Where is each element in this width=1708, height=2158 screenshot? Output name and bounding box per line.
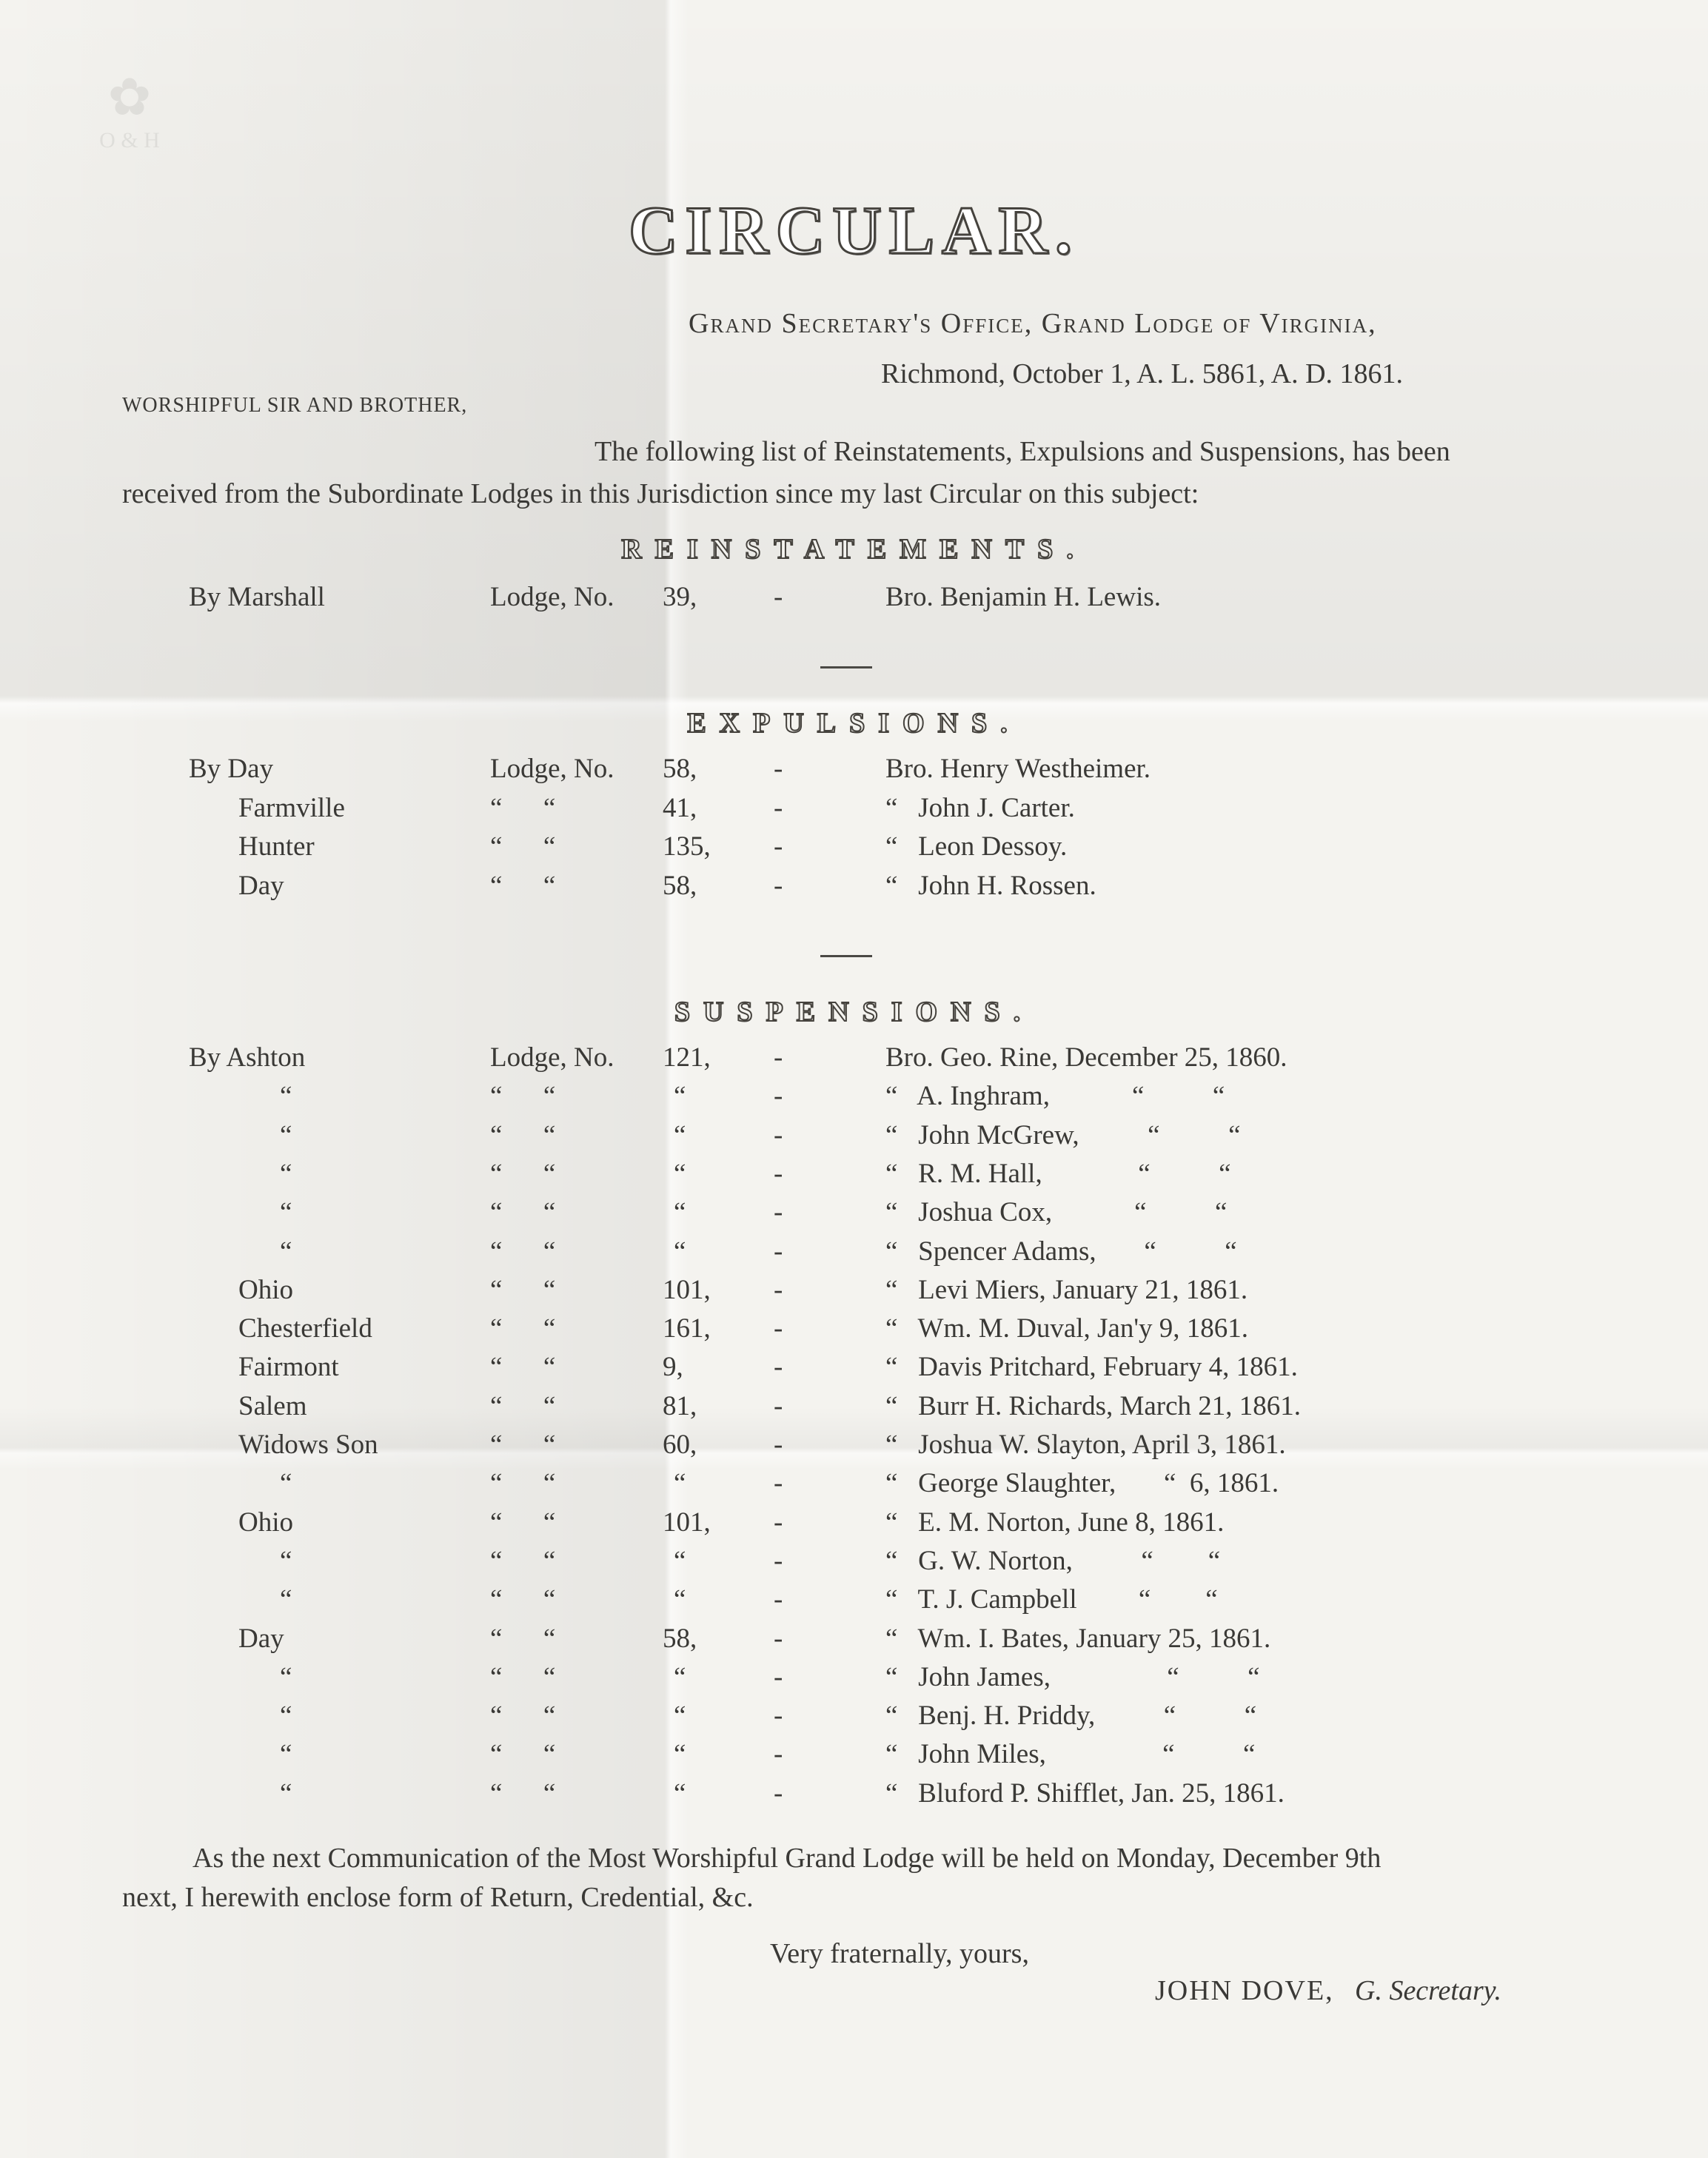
member-name: Bro. Geo. Rine, December 25, 1860. — [885, 1042, 1287, 1073]
dash: - — [774, 1584, 783, 1615]
lodge-number: 135, — [663, 831, 711, 862]
lodge-number: “ — [674, 1197, 686, 1228]
lodge-name: “ — [280, 1119, 292, 1150]
dash: - — [774, 1158, 783, 1189]
member-name: “ John J. Carter. — [885, 792, 1075, 823]
lodge-number: “ — [674, 1545, 686, 1576]
lodge-label: Lodge, No. — [490, 1042, 614, 1073]
dash: - — [774, 870, 783, 901]
member-name: “ Benj. H. Priddy, “ “ — [885, 1700, 1257, 1732]
member-name: “ Burr H. Richards, March 21, 1861. — [885, 1390, 1302, 1421]
lodge-label: “ “ — [490, 1119, 556, 1150]
lodge-name: Ohio — [238, 1507, 293, 1538]
member-name: “ George Slaughter, “ 6, 1861. — [885, 1468, 1279, 1499]
lodge-name: Salem — [238, 1390, 307, 1421]
intro-line-2: received from the Subordinate Lodges in this Jurisdiction since my last Circular on this subject: — [122, 478, 1199, 509]
signature-title: G. Secretary. — [1355, 1975, 1502, 2006]
lodge-label: “ “ — [490, 1274, 556, 1305]
lodge-number: 81, — [663, 1390, 697, 1421]
dash: - — [774, 1390, 783, 1421]
lodge-name: Widows Son — [238, 1430, 378, 1460]
member-name: “ Joshua W. Slayton, April 3, 1861. — [885, 1430, 1286, 1460]
dash: - — [774, 1545, 783, 1576]
lodge-number: “ — [674, 1661, 686, 1692]
member-name: Bro. Henry Westheimer. — [885, 754, 1151, 784]
lodge-number: 58, — [663, 870, 697, 901]
lodge-label: “ “ — [490, 831, 556, 862]
dash: - — [774, 1700, 783, 1732]
dash: - — [774, 1777, 783, 1809]
member-name: “ T. J. Campbell “ “ — [885, 1584, 1218, 1615]
section-divider — [820, 666, 872, 668]
salutation: WORSHIPFUL SIR AND BROTHER, — [122, 394, 468, 417]
lodge-name: “ — [280, 1081, 292, 1112]
member-name: “ Wm. I. Bates, January 25, 1861. — [885, 1623, 1271, 1654]
date-line: Richmond, October 1, A. L. 5861, A. D. 1861. — [881, 358, 1404, 389]
intro-line-1: The following list of Reinstatements, Expulsions and Suspensions, has been — [595, 436, 1450, 467]
dash: - — [774, 1274, 783, 1305]
lodge-number: “ — [674, 1739, 686, 1770]
lodge-number: 161, — [663, 1313, 711, 1344]
document-title: CIRCULAR. — [629, 192, 1079, 268]
member-name: “ Leon Dessoy. — [885, 831, 1068, 862]
lodge-number: 9, — [663, 1352, 683, 1383]
dash: - — [774, 831, 783, 862]
lodge-number: 39, — [663, 582, 697, 612]
member-name: “ E. M. Norton, June 8, 1861. — [885, 1507, 1225, 1538]
lodge-name: Fairmont — [238, 1352, 339, 1383]
member-name: “ Bluford P. Shifflet, Jan. 25, 1861. — [885, 1777, 1285, 1809]
lodge-name: “ — [280, 1545, 292, 1576]
lodge-label: “ “ — [490, 1661, 556, 1692]
lodge-number: “ — [674, 1081, 686, 1112]
dash: - — [774, 1042, 783, 1073]
lodge-name: Day — [238, 1623, 284, 1654]
lodge-label: “ “ — [490, 1236, 556, 1267]
lodge-label: “ “ — [490, 1081, 556, 1112]
lodge-label: “ “ — [490, 792, 556, 823]
member-name: “ John James, “ “ — [885, 1661, 1260, 1692]
member-name: “ John McGrew, “ “ — [885, 1119, 1241, 1150]
member-name: Bro. Benjamin H. Lewis. — [885, 582, 1162, 612]
expulsions-heading: EXPULSIONS. — [687, 708, 1021, 739]
lodge-name: “ — [280, 1739, 292, 1770]
section-divider — [820, 955, 872, 957]
lodge-name: Farmville — [238, 792, 345, 823]
lodge-label: “ “ — [490, 1777, 556, 1809]
lodge-label: “ “ — [490, 1545, 556, 1576]
lodge-label: “ “ — [490, 1430, 556, 1460]
lodge-name: “ — [280, 1661, 292, 1692]
lodge-name: “ — [280, 1777, 292, 1809]
dash: - — [774, 754, 783, 784]
dash: - — [774, 1468, 783, 1499]
lodge-label: “ “ — [490, 1584, 556, 1615]
lodge-number: “ — [674, 1236, 686, 1267]
member-name: “ G. W. Norton, “ “ — [885, 1545, 1221, 1576]
lodge-name: “ — [280, 1700, 292, 1732]
lodge-name: Hunter — [238, 831, 315, 862]
dash: - — [774, 1430, 783, 1460]
lodge-name: “ — [280, 1236, 292, 1267]
member-name: “ Spencer Adams, “ “ — [885, 1236, 1237, 1267]
lodge-label: “ “ — [490, 1739, 556, 1770]
lodge-name: “ — [280, 1468, 292, 1499]
lodge-number: “ — [674, 1158, 686, 1189]
reinstatements-heading: REINSTATEMENTS. — [621, 534, 1087, 565]
lodge-number: 41, — [663, 792, 697, 823]
dash: - — [774, 1119, 783, 1150]
member-name: “ R. M. Hall, “ “ — [885, 1158, 1231, 1189]
lodge-label: “ “ — [490, 1468, 556, 1499]
embossed-seal: ✿ O & H — [99, 70, 160, 153]
member-name: “ Levi Miers, January 21, 1861. — [885, 1274, 1248, 1305]
lodge-label: “ “ — [490, 1313, 556, 1344]
member-name: “ A. Inghram, “ “ — [885, 1081, 1225, 1112]
lodge-label: “ “ — [490, 1623, 556, 1654]
lodge-name: “ — [280, 1158, 292, 1189]
lodge-name: By Day — [189, 754, 274, 784]
lodge-number: 58, — [663, 754, 697, 784]
dash: - — [774, 1313, 783, 1344]
lodge-number: 101, — [663, 1507, 711, 1538]
lodge-name: Ohio — [238, 1274, 293, 1305]
dash: - — [774, 1739, 783, 1770]
member-name: “ Joshua Cox, “ “ — [885, 1197, 1228, 1228]
lodge-number: “ — [674, 1468, 686, 1499]
dash: - — [774, 1623, 783, 1654]
lodge-label: “ “ — [490, 1158, 556, 1189]
lodge-number: “ — [674, 1119, 686, 1150]
lodge-name: By Marshall — [189, 582, 325, 612]
lodge-label: “ “ — [490, 1352, 556, 1383]
dash: - — [774, 1661, 783, 1692]
lodge-label: “ “ — [490, 1197, 556, 1228]
lodge-label: “ “ — [490, 1390, 556, 1421]
dash: - — [774, 1507, 783, 1538]
lodge-name: Day — [238, 870, 284, 901]
closing-line-1: As the next Communication of the Most Worshipful Grand Lodge will be held on Monday, December 9th — [192, 1843, 1382, 1874]
lodge-name: By Ashton — [189, 1042, 306, 1073]
lodge-name: Chesterfield — [238, 1313, 372, 1344]
lodge-name: “ — [280, 1197, 292, 1228]
lodge-label: “ “ — [490, 1700, 556, 1732]
member-name: “ Davis Pritchard, February 4, 1861. — [885, 1352, 1298, 1383]
lodge-number: “ — [674, 1584, 686, 1615]
signature: JOHN DOVE, — [1155, 1975, 1334, 2006]
member-name: “ John Miles, “ “ — [885, 1739, 1256, 1770]
lodge-number: “ — [674, 1777, 686, 1809]
valediction: Very fraternally, yours, — [770, 1938, 1029, 1969]
lodge-number: 101, — [663, 1274, 711, 1305]
dash: - — [774, 582, 783, 612]
lodge-label: “ “ — [490, 870, 556, 901]
member-name: “ Wm. M. Duval, Jan'y 9, 1861. — [885, 1313, 1249, 1344]
lodge-number: 60, — [663, 1430, 697, 1460]
lodge-number: “ — [674, 1700, 686, 1732]
lodge-name: “ — [280, 1584, 292, 1615]
dash: - — [774, 792, 783, 823]
dash: - — [774, 1352, 783, 1383]
dash: - — [774, 1197, 783, 1228]
member-name: “ John H. Rossen. — [885, 870, 1096, 901]
office-line: Grand Secretary's Office, Grand Lodge of Virginia, — [689, 308, 1377, 339]
lodge-label: Lodge, No. — [490, 754, 614, 784]
dash: - — [774, 1236, 783, 1267]
lodge-number: 121, — [663, 1042, 711, 1073]
closing-line-2: next, I herewith enclose form of Return, Credential, &c. — [122, 1882, 754, 1913]
lodge-label: Lodge, No. — [490, 582, 614, 612]
lodge-label: “ “ — [490, 1507, 556, 1538]
suspensions-heading: SUSPENSIONS. — [674, 996, 1034, 1028]
lodge-number: 58, — [663, 1623, 697, 1654]
dash: - — [774, 1081, 783, 1112]
